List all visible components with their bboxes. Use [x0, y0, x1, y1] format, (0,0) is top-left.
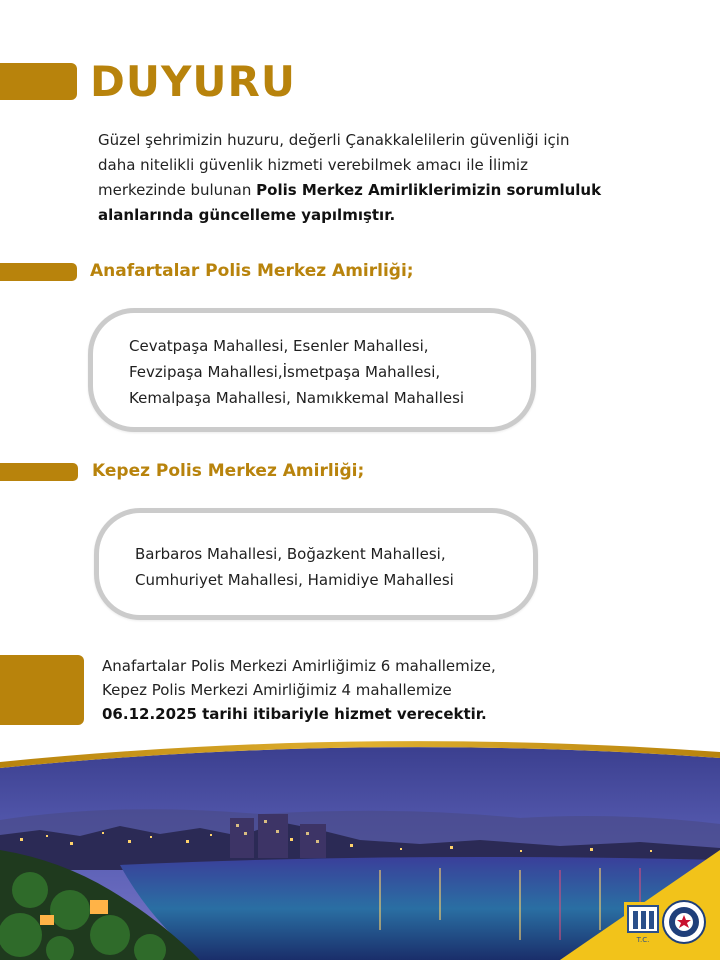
section-accent-bar-kepez	[0, 463, 78, 481]
section-title-kepez: Kepez Polis Merkez Amirliği;	[92, 461, 365, 481]
intro-line-3	[98, 178, 658, 203]
effective-date-note	[102, 654, 662, 726]
page-title: DUYURU	[90, 57, 296, 106]
note-line-3-bold: 06.12.2025 tarihi itibariyle hizmet verecektir.	[102, 705, 487, 723]
note-line-1: Anafartalar Polis Merkezi Amirliğimiz 6 mahallemize,	[102, 657, 496, 675]
title-accent-bar	[0, 63, 77, 100]
governorship-logo-icon	[624, 902, 662, 948]
section-accent-bar-anafartalar	[0, 263, 77, 281]
governorship-logo-text: T.C.	[636, 936, 650, 944]
note-line-2: Kepez Polis Merkezi Amirliğimiz 4 mahallemize	[102, 681, 452, 699]
intro-paragraph	[98, 128, 658, 228]
section-title-anafartalar: Anafartalar Polis Merkez Amirliği;	[90, 261, 414, 281]
neighborhood-line: Fevzipaşa Mahallesi,İsmetpaşa Mahallesi,	[129, 363, 441, 381]
neighborhood-line: Cumhuriyet Mahallesi, Hamidiye Mahallesi	[135, 571, 454, 589]
intro-line-1: Güzel şehrimizin huzuru, değerli Çanakkalelilerin güvenliği için	[98, 131, 570, 149]
police-emblem-icon	[662, 900, 706, 944]
note-accent-bar	[0, 655, 84, 725]
neighborhood-box-kepez	[94, 508, 538, 620]
intro-line-4-bold: alanlarında güncelleme yapılmıştır.	[98, 206, 396, 224]
neighborhood-line: Cevatpaşa Mahallesi, Esenler Mahallesi,	[129, 337, 429, 355]
neighborhood-box-anafartalar	[88, 308, 536, 432]
neighborhood-line: Kemalpaşa Mahallesi, Namıkkemal Mahallesi	[129, 389, 465, 407]
intro-line-2: daha nitelikli güvenlik hizmeti verebilmek amacı ile İlimiz	[98, 156, 528, 174]
neighborhood-line: Barbaros Mahallesi, Boğazkent Mahallesi,	[135, 545, 446, 563]
intro-line-3-bold: Polis Merkez Amirliklerimizin sorumluluk	[256, 181, 602, 199]
intro-line-3-text: merkezinde bulunan	[98, 181, 257, 199]
city-night-photo	[0, 740, 720, 960]
